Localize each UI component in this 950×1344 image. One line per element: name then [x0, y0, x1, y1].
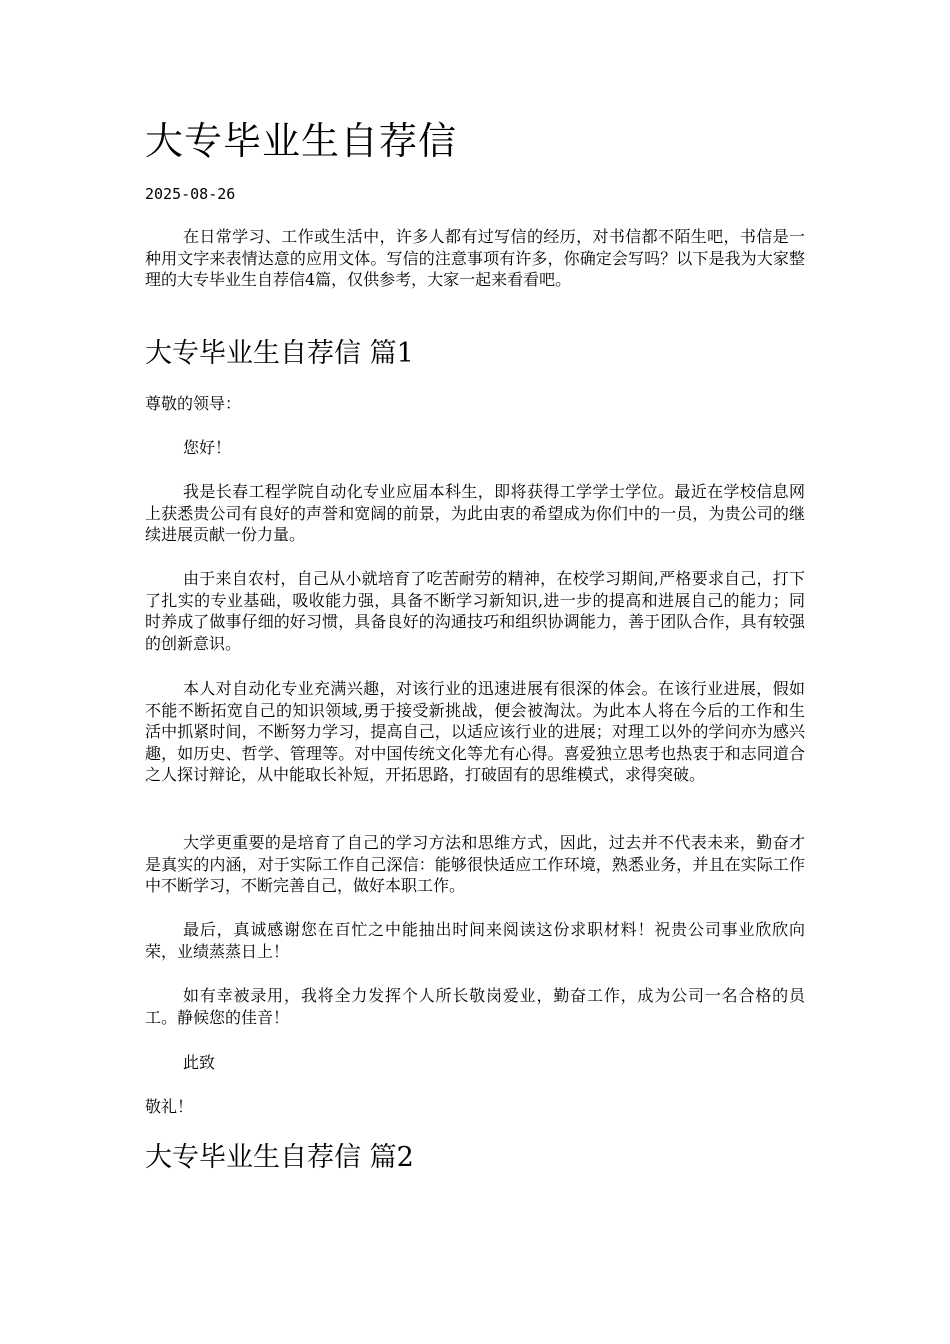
body-paragraph-5: 最后，真诚感谢您在百忙之中能抽出时间来阅读这份求职材料！祝贵公司事业欣欣向荣，业绩蒸蒸日上！ — [145, 920, 805, 961]
intro-paragraph: 在日常学习、工作或生活中，许多人都有过写信的经历，对书信都不陌生吧，书信是一种用文字来表情达意的应用文体。写信的注意事项有许多，你确定会写吗？以下是我为大家整理的大专毕业生自荐信4篇，仅供参考，大家一起来看看吧。 — [145, 227, 805, 289]
closing-line-1: 此致 — [183, 1053, 216, 1072]
body-paragraph-2: 由于来自农村，自己从小就培育了吃苦耐劳的精神，在校学习期间,严格要求自己，打下了扎实的专业基础，吸收能力强，具备不断学习新知识,进一步的提高和进展自己的能力；同时养成了做事仔细的好习惯，具备良好的沟通技巧和组织协调能力，善于团队合作，具有较强的创新意识。 — [145, 569, 805, 653]
body-paragraph-6: 如有幸被录用，我将全力发挥个人所长敬岗爱业，勤奋工作，成为公司一名合格的员工。静候您的佳音！ — [145, 986, 805, 1027]
letter-greeting: 您好！ — [183, 438, 232, 457]
document-title: 大专毕业生自荐信 — [145, 119, 458, 163]
body-paragraph-4: 大学更重要的是培育了自己的学习方法和思维方式，因此，过去并不代表未来，勤奋才是真实的内涵，对于实际工作自己深信：能够很快适应工作环境，熟悉业务，并且在实际工作中不断学习，不断完善自己，做好本职工作。 — [145, 833, 805, 895]
closing-line-2: 敬礼！ — [145, 1097, 194, 1116]
body-paragraph-3: 本人对自动化专业充满兴趣，对该行业的迅速进展有很深的体会。在该行业进展，假如不能不断拓宽自己的知识领域,勇于接受新挑战，便会被淘汰。为此本人将在今后的工作和生活中抓紧时间，不断努力学习，提高自己，以适应该行业的进展；对理工以外的学问亦为感兴趣，如历史、哲学、管理等。对中国传统文化等尤有心得。喜爱独立思考也热衷于和志同道合之人探讨辩论，从中能取长补短，开拓思路，打破固有的思维模式，求得突破。 — [145, 679, 805, 784]
letter-salutation: 尊敬的领导： — [145, 394, 242, 413]
document-date: 2025-08-26 — [145, 185, 236, 203]
section-1-heading: 大专毕业生自荐信 篇1 — [145, 338, 414, 369]
section-2-heading: 大专毕业生自荐信 篇2 — [145, 1142, 414, 1173]
body-paragraph-1: 我是长春工程学院自动化专业应届本科生，即将获得工学学士学位。最近在学校信息网上获悉贵公司有良好的声誉和宽阔的前景，为此由衷的希望成为你们中的一员，为贵公司的继续进展贡献一份力量。 — [145, 482, 805, 544]
